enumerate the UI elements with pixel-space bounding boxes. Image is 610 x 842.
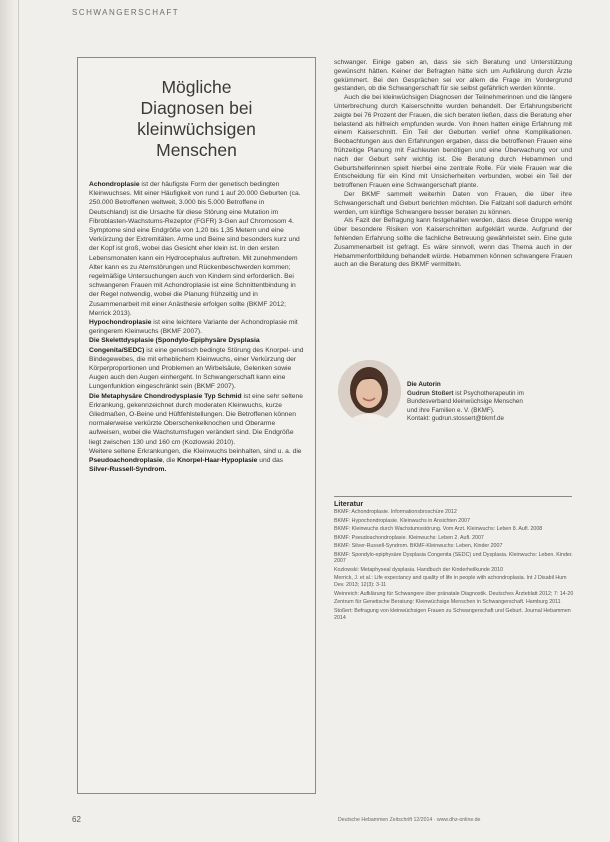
footer-citation: Deutsche Hebammen Zeitschrift 12/2014 · www.dhz-online.de [338, 817, 481, 823]
sidebar-title-line: kleinwüchsigen [137, 119, 256, 139]
article-paragraph: Auch die bei kleinwüchsigen Diagnosen der Teilnehmerinnen und die längere Unterbrechung durch Kaiserschnitte wurden behandelt. Der Erfahrungsbericht zeigte bei 76 Prozent der Frauen, die sich beraten ließen, dass die Beratung eher belastend als hilfreich empfunden wurde. Von ihnen hatten einige Erfahrung mit einem Kaiserschnitt. Ein Teil der Geburten verlief ohne Komplikationen. Beobachtungen aus den Erfahrungen ergaben, dass die betroffenen Frauen eine frühzeitige Planung mit Fachleuten benötigen und eine Überwachung vor und nach der Geburt sehr wichtig ist. Die Beratung durch Hebammen und Geburtshelferinnen spielt hierbei eine zentrale Rolle. Für viele Frauen war die Entscheidung für ein Kind mit Unsicherheiten verbunden, wobei ein Teil der betroffenen Frauen eine Schwangerschaft plante. [334, 94, 572, 190]
diagnosis-text: Weitere seltene Erkrankungen, die Kleinwuchs beinhalten, sind u. a. die [89, 447, 302, 455]
author-photo [338, 360, 401, 423]
sidebar-title-line: Menschen [156, 140, 237, 160]
diagnosis-text: ist eine sehr seltene Erkrankung, gekennzeichnet durch moderaten Kleinwuchs, kurze Gliedmaßen, O-Beine und Hüftfehlstellungen. Die Betroffenen können normalerweise verkürzte Oberschenkelknochen und Oberarme aufweisen, wobei die Wachstumsfugen verändert sind. Die Endgröße liegt zwischen 130 und 160 cm (Kozlowski 2010). [89, 392, 303, 446]
diagnosis-entry [89, 447, 305, 475]
author-contact: Kontakt: gudrun.stossert@bkmf.de [407, 415, 505, 423]
diagnosis-term: Pseudoachondroplasie [89, 457, 163, 465]
diagnosis-text: ist eine leichtere Variante der Achondroplasie mit geringerem Kleinwuchs (BKMF 2007). [89, 319, 298, 336]
sidebar-title-line: Diagnosen bei [140, 98, 253, 118]
literature-divider [334, 496, 572, 497]
literature-item: BKMF: Kleinwuchs durch Wachstumsstörung. Vom Arzt. Kleinwuchs: Leben 8. Aufl. 2008 [334, 526, 543, 532]
literature-item: Weinreich: Aufklärung für Schwangere über pränatale Diagnostik. Deutsches Ärzteblatt 2012; 7: 14-20 [334, 590, 574, 597]
sidebar-title [79, 77, 314, 161]
literature-item: BKMF: Hypochondroplasie. Kleinwuchs in Ansichten 2007 [334, 517, 471, 524]
literature-item: BKMF: Spondylo-epiphysäre Dysplasia Congenita (SEDC) und Dysplasia. Kleinwuchs: Leben. Kinder. 2007 [334, 551, 573, 565]
author-name: Gudrun Stoßert [407, 389, 454, 397]
author-info [407, 381, 567, 424]
author-portrait-image [338, 360, 401, 423]
diagnosis-entry [89, 318, 305, 336]
page-fold-line [18, 0, 19, 842]
diagnosis-term: Die Metaphysäre Chondrodysplasie Typ Schmid [89, 392, 242, 400]
literature-heading: Literatur [334, 499, 364, 508]
article-paragraph: Als Fazit der Befragung kann festgehalten werden, dass diese Gruppe wenig über besondere Risiken von Kaiserschnitten aufgeklärt wurde. Aufgrund der fehlenden Erfahrung sollte die fachliche Betreuung gewährleistet sein. Eine gute Zusammenarbeit ist gefragt. Es wäre sinnvoll, wenn das Thema auch in der Hebammenfortbildung behandelt würde. Hebammen können schwangere Frauen auch an die Beratung des BKMF vermitteln. [334, 217, 572, 269]
literature-item: BKMF: Silver-Russell-Syndrom. BKMF-Kleinwuchs: Leben, Kinder 2007 [334, 543, 503, 549]
author-line: Bundesverband kleinwüchsige Menschen [407, 398, 523, 406]
diagnosis-term: Achondroplasie [89, 181, 140, 188]
literature-item: Kozlowski: Metaphyseal dysplasia. Handbuch der Kinderheilkunde 2010 [334, 566, 504, 573]
section-label: SCHWANGERSCHAFT [72, 8, 180, 17]
literature-item: Merrick, J. et al.: Life expectancy and quality of life in people with achondroplasia. Int J Disabil Hum Dev. 2013; 12(3): 3-11 [334, 575, 567, 589]
sidebar-title-line: Mögliche [161, 77, 232, 97]
diagnosis-entry [89, 180, 305, 318]
literature-list [334, 509, 574, 623]
diagnosis-text: ist der häufigste Form der genetisch bedingten Kleinwuchses. Mit einer Häufigkeit von rund 1 auf 20.000 Geburten (ca. 250.000 Betroffenen weltweit, 3.000 bis 5.000 Betroffene in Deutschland) ist die Ursache für diese Störung eine Mutation im Fibroblasten-Wachstums-Rezeptor (FGFR) 3-Gen auf Chromosom 4. Symptome sind eine Endgröße von 1,20 bis 1,35 Metern und eine Verkürzung der Extremitäten. Arme und Beine sind besonders kurz und der Kopf ist groß, wobei das Gesicht eher klein ist. In den ersten Lebensmonaten kann ein Hydrocephalus auftreten. Mit zunehmendem Alter kann es zu Atemstörungen und Rückenbeschwerden kommen; regelmäßige Untersuchungen auch von Kindern sind erforderlich. Bei schwangeren Frauen mit Achondroplasie ist eine Schnittentbindung in der Regel notwendig, wobei die Planung frühzeitig und in Zusammenarbeit mit einer Anästhesie erfolgen sollte (BKMF 2012; Merrick 2013). [89, 181, 301, 317]
article-paragraph: schwanger. Einige gaben an, dass sie sich Beratung und Unterstützung gewünscht hätten. Keiner der Befragten hätte sich um Aufklärung durch Ärzte gekümmert. Bei den Gesprächen sei vor allem die Frage im Vordergrund gestanden, ob die Schwangerschaft für sie selbst gefährlich werden könnte. [334, 59, 572, 93]
author-line: und ihre Familien e. V. (BKMF). [407, 406, 495, 414]
diagnosis-term: Knorpel-Haar-Hypoplasie [177, 457, 258, 465]
article-column [334, 59, 572, 270]
literature-item: Zentrum für Genetische Beratung: Kleinwüchsige Menschen in Schwangerschaft. Hamburg 2011 [334, 599, 561, 606]
literature-item: Stoßert: Befragung von kleinwüchsigen Frauen zu Schwangerschaft und Geburt. Journal Hebammen 2014 [334, 607, 571, 621]
literature-item: BKMF: Achondroplasie. Informationsbroschüre 2012 [334, 509, 457, 515]
author-role: ist Psychotherapeutin im [455, 389, 524, 397]
diagnosis-entry [89, 392, 305, 447]
page-number: 62 [72, 815, 81, 824]
page-fold-edge [0, 0, 18, 842]
diagnosis-text: ist eine genetisch bedingte Störung des Knorpel- und Bindegewebes, die mit erheblichem Kleinwuchs, einer Verkürzung der Körperproportionen und Problemen an Wirbelsäule, Gelenken sowie Augen auch den Augen einhergeht. In Schwangerschaft kann eine Lungenfunktion eingeschränkt sein (BKMF 2007). [89, 346, 304, 391]
diagnosis-term: Hypochondroplasie [89, 319, 152, 327]
article-paragraph: Der BKMF sammelt weiterhin Daten von Frauen, die über ihre Schwangerschaft und Geburt berichten möchten. Die Fallzahl soll dadurch erhöht werden, um künftige Schwangere besser beraten zu können. [334, 190, 572, 216]
literature-item: BKMF: Pseudoachondroplasie. Kleinwuchs: Leben 2. Aufl. 2007 [334, 534, 484, 541]
diagnosis-text: , die [162, 457, 178, 465]
author-heading: Die Autorin [407, 381, 441, 388]
diagnosis-entry [89, 336, 305, 391]
diagnosis-term: Die Skelettdysplasie (Spondylo-Epiphysäre Dysplasia Congenita/SEDC) [89, 337, 260, 354]
diagnosis-term: Silver-Russell-Syndrom. [89, 466, 167, 474]
sidebar-body [89, 180, 305, 475]
author-line [407, 390, 567, 399]
diagnosis-text: und das [257, 457, 284, 465]
